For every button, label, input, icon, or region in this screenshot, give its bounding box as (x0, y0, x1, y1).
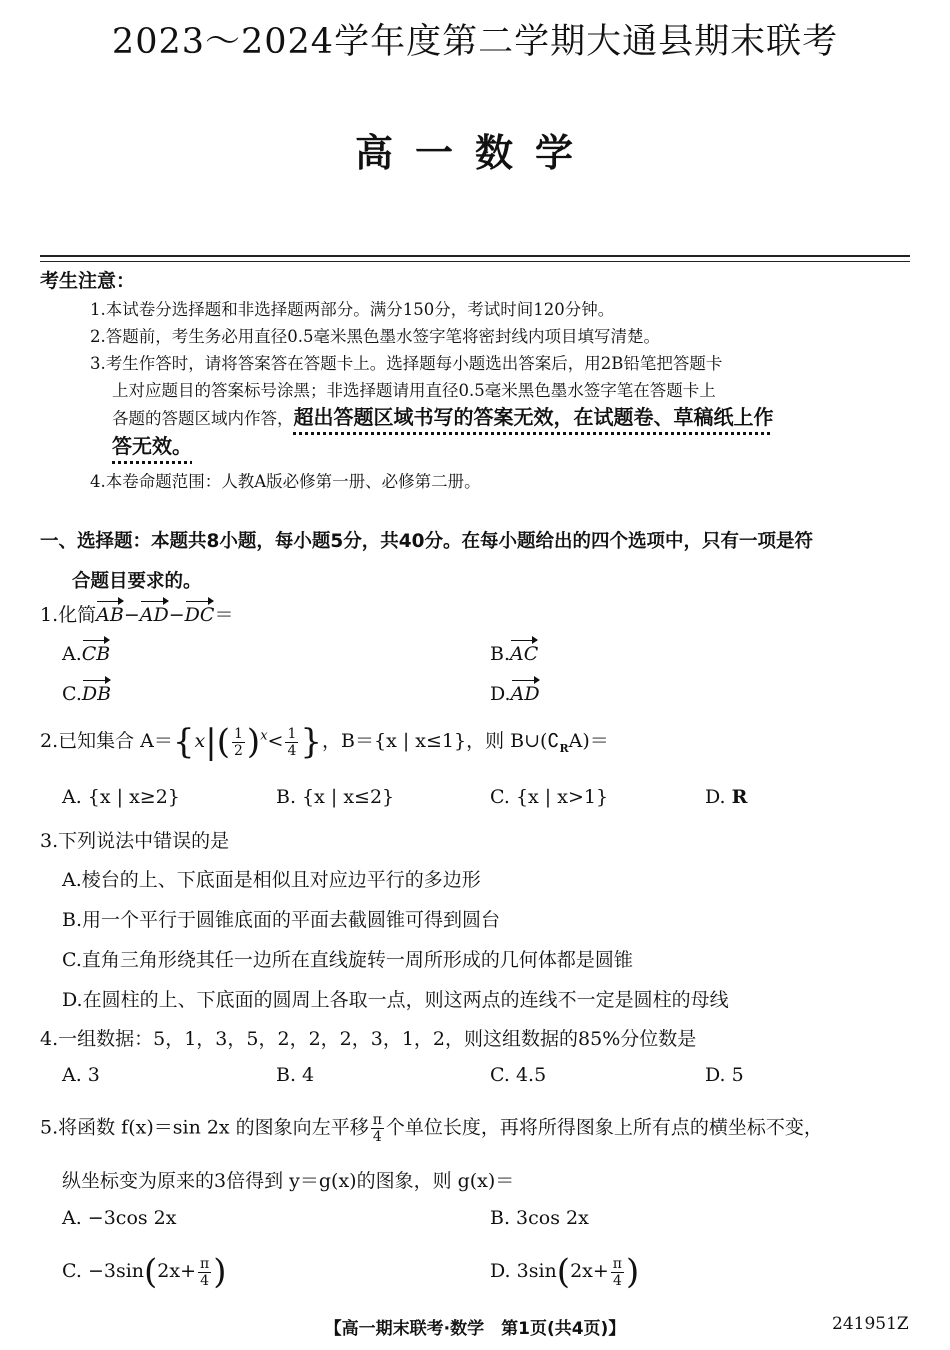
fraction-one-quarter-num: 1 (287, 725, 297, 742)
q1-option-d-label: D. (490, 683, 511, 705)
notice-heading: 考生注意： (40, 270, 136, 292)
q2-option-d-label: D. (705, 786, 726, 808)
q5-option-c-arg: 2x+ (157, 1260, 197, 1282)
question-2 (40, 722, 609, 762)
q2-less-than: < (267, 730, 284, 752)
notice-item-2: 2.答题前，考生务必用直径0.5毫米黑色墨水签字笔将密封线内项目填写清楚。 (90, 327, 660, 346)
fraction-pi-over-4 (198, 1256, 211, 1289)
q1-option-b-label: B. (490, 643, 511, 665)
q1-minus-2: − (168, 604, 185, 626)
notice-item-3-cont: 上对应题目的答案标号涂黑；非选择题请用直径0.5毫米黑色墨水签字笔在答题卡上 (112, 381, 716, 400)
notice-item-3-text: 各题的答题区域内作答， (112, 409, 294, 428)
fraction-pi-num: π (612, 1255, 622, 1272)
q1-option-a-label: A. (62, 643, 82, 665)
q1-option-b[interactable] (490, 637, 538, 665)
divider-line-thin (40, 261, 910, 262)
fraction-one-half-den: 2 (234, 742, 243, 759)
brace-open: { (172, 722, 195, 762)
paren-close: ) (213, 1252, 227, 1292)
q2-option-a[interactable]: A. {x | x≥2} (62, 786, 180, 808)
q1-option-c-label: C. (62, 683, 82, 705)
q2-option-d[interactable] (705, 786, 747, 808)
paren-close: ) (626, 1252, 640, 1292)
question-3: 3.下列说法中错误的是 (40, 830, 230, 852)
fraction-pi-num: π (372, 1112, 382, 1128)
q3-option-b[interactable]: B.用一个平行于圆锥底面的平面去截圆锥可得到圆台 (62, 909, 501, 931)
notice-item-1: 1.本试卷分选择题和非选择题两部分。满分150分，考试时间120分钟。 (90, 300, 615, 319)
paren-open: ( (216, 722, 230, 762)
q2-subscript-r: R (559, 741, 569, 755)
divider-line (40, 255, 910, 257)
fraction-one-quarter-den: 4 (287, 742, 297, 759)
q1-option-b-vector: AC (510, 637, 538, 665)
q1-option-d[interactable] (490, 677, 540, 705)
q4-option-b[interactable]: B. 4 (276, 1064, 315, 1086)
q5-stem-b: 个单位长度，再将所得图象上所有点的横坐标不变， (385, 1116, 823, 1139)
paren-open: ( (556, 1252, 571, 1292)
paper-code: 241951Z (832, 1314, 909, 1334)
vector-ab: AB (96, 598, 124, 626)
fraction-pi-num: π (200, 1255, 210, 1272)
notice-emphasis-line2 (112, 433, 192, 461)
q2-stem-b: ，B＝{x | x≤1}，则 B∪(∁ (322, 730, 560, 752)
q3-option-c[interactable]: C.直角三角形绕其任一边所在直线旋转一周所形成的几何体都是圆锥 (62, 949, 633, 971)
question-1 (40, 598, 233, 627)
q5-option-d-arg: 2x+ (570, 1260, 609, 1282)
vector-dc: DC (185, 598, 215, 626)
q5-stem-a: 5.将函数 f(x)＝sin 2x 的图象向左平移 (40, 1116, 369, 1139)
q2-option-d-value: R (731, 786, 748, 808)
section-heading-line1: 一、选择题：本题共8小题，每小题5分，共40分。在每小题给出的四个选项中，只有一项是符 (40, 531, 813, 552)
q2-number: 2. (40, 730, 59, 752)
q1-minus-1: − (123, 604, 140, 626)
subject-title: 高一数学 (354, 131, 595, 175)
q3-option-d[interactable]: D.在圆柱的上、下底面的圆周上各取一点，则这两点的连线不一定是圆柱的母线 (62, 989, 729, 1011)
q1-option-d-vector: AD (511, 677, 540, 705)
q4-option-c[interactable]: C. 4.5 (490, 1064, 547, 1086)
fraction-pi-den: 4 (612, 1272, 622, 1289)
notice-emphasis-2: 答无效。 (112, 434, 192, 458)
section-heading (40, 522, 915, 602)
q2-stem-c: A)＝ (568, 730, 609, 752)
fraction-pi-den: 4 (200, 1272, 210, 1289)
q5-option-d[interactable] (490, 1252, 639, 1292)
q5-option-d-prefix: D. 3sin (490, 1260, 557, 1282)
q2-option-c[interactable]: C. {x | x>1} (490, 786, 609, 808)
fraction-one-quarter (285, 726, 298, 759)
brace-close: } (300, 722, 323, 762)
q1-option-c[interactable] (62, 677, 111, 705)
q5-option-a[interactable]: A. −3cos 2x (62, 1207, 177, 1229)
q1-option-c-vector: DB (82, 677, 111, 705)
question-5 (40, 1112, 823, 1145)
q2-option-b[interactable]: B. {x | x≤2} (276, 786, 395, 808)
notice-item-3-cont2 (112, 404, 774, 432)
exam-title: 2023～2024学年度第二学期大通县期末联考 (111, 22, 839, 62)
q5-option-c[interactable] (62, 1252, 226, 1292)
notice-emphasis: 超出答题区域书写的答案无效，在试题卷、草稿纸上作 (293, 405, 774, 429)
q1-number: 1. (40, 604, 59, 626)
fraction-pi-over-4 (611, 1256, 624, 1289)
vector-ad: AD (140, 598, 169, 626)
page-footer: 【高一期末联考·数学 第1页(共4页)】 (324, 1319, 626, 1339)
fraction-one-half (232, 726, 245, 759)
q1-stem: 化简 (58, 604, 97, 626)
q4-option-a[interactable]: A. 3 (62, 1064, 100, 1086)
q5-option-c-prefix: C. −3sin (62, 1260, 145, 1282)
section-heading-line2: 合题目要求的。 (72, 571, 202, 592)
q5-option-b[interactable]: B. 3cos 2x (490, 1207, 589, 1229)
q2-stem-a: 已知集合 A＝ (58, 730, 173, 752)
paren-close: ) (246, 722, 261, 762)
paren-open: ( (144, 1252, 158, 1292)
q3-option-a[interactable]: A.棱台的上、下底面是相似且对应边平行的多边形 (62, 869, 481, 891)
q1-equals: ＝ (214, 604, 234, 626)
q1-option-a[interactable] (62, 637, 110, 665)
q2-set-var: x (194, 730, 206, 752)
fraction-pi-den: 4 (372, 1129, 382, 1145)
fraction-one-half-num: 1 (234, 725, 243, 742)
q4-option-d[interactable]: D. 5 (705, 1064, 744, 1086)
notice-item-3: 3.考生作答时，请将答案答在答题卡上。选择题每小题选出答案后，用2B铅笔把答题卡 (90, 354, 723, 373)
notice-item-4: 4.本卷命题范围：人教A版必修第一册、必修第二册。 (90, 472, 481, 491)
question-5-line2: 纵坐标变为原来的3倍得到 y＝g(x)的图象，则 g(x)＝ (62, 1170, 515, 1192)
bar-divider: | (205, 722, 217, 762)
q2-exponent: x (260, 728, 268, 744)
question-4: 4.一组数据：5，1，3，5，2，2，2，3，1，2，则这组数据的85%分位数是 (40, 1028, 697, 1050)
fraction-pi-over-4 (371, 1112, 384, 1145)
q1-option-a-vector: CB (82, 637, 111, 665)
